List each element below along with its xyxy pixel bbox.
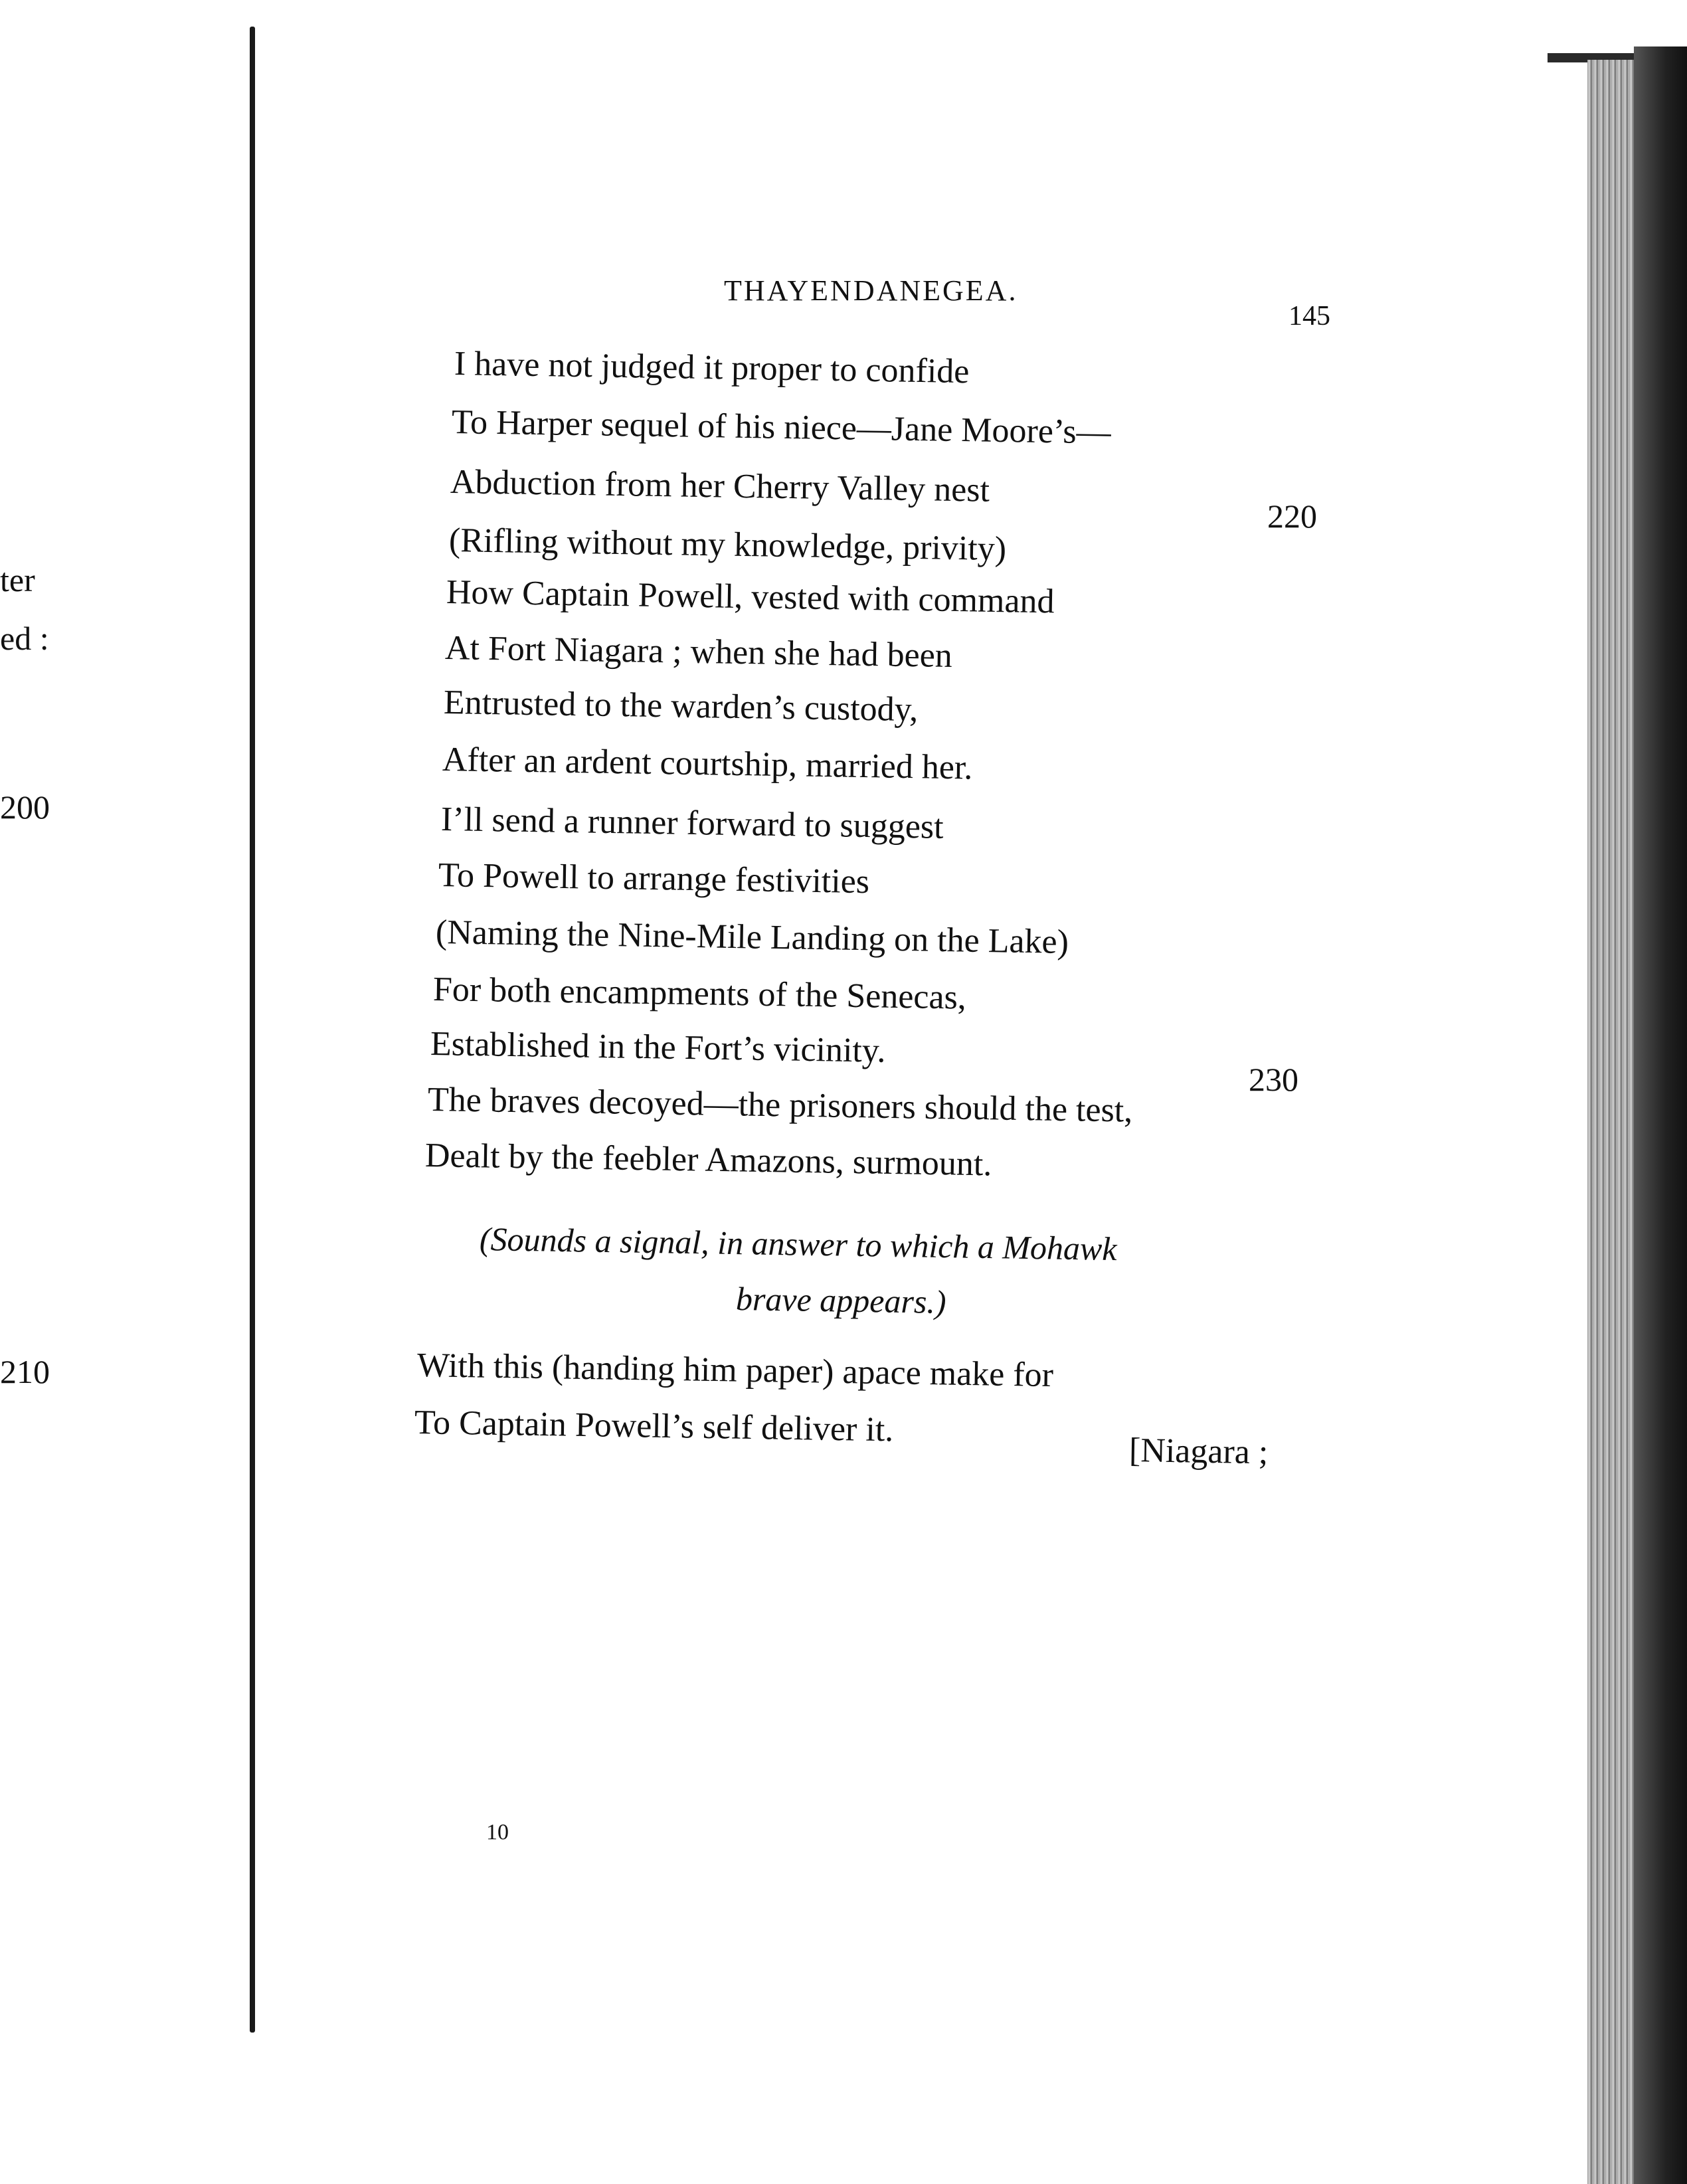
turnover-word: [Niagara ; [1128, 1431, 1269, 1472]
line-number: 230 [1249, 1061, 1298, 1098]
verse-line: I’ll send a runner forward to suggest [440, 800, 944, 846]
page-number: 145 [1288, 301, 1330, 331]
signature-mark: 10 [486, 1820, 509, 1845]
previous-page-line-number: 210 [0, 1353, 50, 1390]
verse-line: (Naming the Nine-Mile Landing on the Lake) [435, 913, 1069, 961]
verse-line: Established in the Fort’s vicinity. [430, 1025, 886, 1070]
verse-line: How Captain Powell, vested with command [446, 573, 1055, 621]
line-number: 220 [1267, 498, 1317, 535]
verse-line: To Captain Powell’s self deliver it. [414, 1404, 894, 1449]
verse-line: Entrusted to the warden’s custody, [443, 683, 919, 729]
stage-direction: (Sounds a signal, in answer to which a Mohawk [479, 1220, 1118, 1268]
previous-page-fragment [0, 0, 247, 2184]
running-head: THAYENDANEGEA. [724, 274, 1018, 307]
verse-line: (Rifling without my knowledge, privity) [448, 521, 1007, 569]
verse-line: At Fort Niagara ; when she had been [444, 629, 953, 675]
verse-line: Dealt by the feebler Amazons, surmount. [424, 1137, 992, 1184]
verse-line: The braves decoyed—the prisoners should the test, [427, 1081, 1133, 1130]
verse-line: To Powell to arrange festivities [438, 856, 870, 901]
book-gutter [250, 27, 255, 2033]
verse-line: After an ardent courtship, married her. [442, 741, 973, 787]
verse-line: Abduction from her Cherry Valley nest [450, 463, 990, 509]
verse-line: For both encampments of the Senecas, [432, 970, 967, 1017]
verse-line: To Harper sequel of his niece—Jane Moore’s— [451, 403, 1112, 452]
stage-direction: brave appears.) [735, 1280, 947, 1320]
previous-page-text-fragment: ter [0, 561, 35, 598]
book-cover-edge [1634, 46, 1687, 2184]
verse-line: I have not judged it proper to confide [454, 345, 970, 391]
verse-line: With this (handing him paper) apace make for [416, 1346, 1054, 1395]
previous-page-line-number: 200 [0, 788, 50, 826]
previous-page-text-fragment: ed : [0, 620, 49, 657]
